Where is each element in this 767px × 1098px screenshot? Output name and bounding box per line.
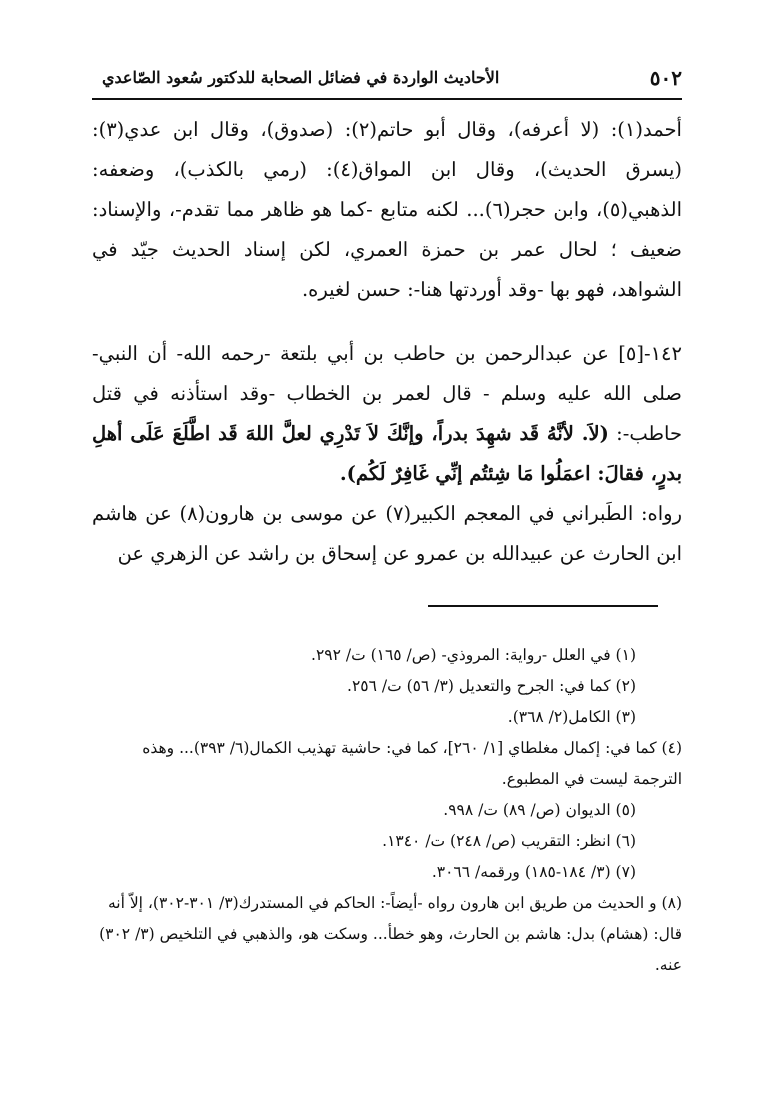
footnote-7: (٧) (٣/ ١٨٤-١٨٥) ورقمه/ ٣٠٦٦. [431,863,636,881]
footnote-4: (٤) كما في: إكمال مغلطاي [١/ ٢٦٠]، كما في: حاشية تهذيب الكمال(٦/ ٣٩٣)... وهذه الترجمة ليست في المطبوع. [142,739,682,788]
main-text [92,110,682,574]
footnote-1: (١) في العلل -رواية: المروذي- (ص/ ١٦٥) ت/ ٢٩٢. [311,646,636,664]
footnotes [92,640,682,981]
footnote-separator [428,605,658,607]
hadith-quote: (لاَ. لأنَّهُ قَد شهِدَ بدراً، وإنَّكَ لاَ تَدْرِي لعلَّ اللهَ قَد اطَّلَعَ عَلَى أهلِ بدرٍ، فقالَ: اعمَلُوا مَا شِئتُم إنِّي غَافِرٌ لَكُم). [92,422,682,485]
footnote-2: (٢) كما في: الجرح والتعديل (٣/ ٥٦) ت/ ٢٥٦. [347,677,636,695]
hadith-paragraph [92,334,682,494]
paragraph-takhrij: أحمد(١): (لا أعرفه)، وقال أبو حاتم(٢): (صدوق)، وقال ابن عدي(٣): (يسرق الحديث)، وقال ابن المواق(٤): (رمي بالكذب)، وضعفه: الذهبي(٥)، وابن حجر(٦)... لكنه متابع -كما هو ظاهر مما تقدم-، والإسناد: ضعيف ؛ لحال عمر بن حمزة العمري، لكن إسناد الحديث جيّد في الشواهد، فهو بها -وقد أوردتها هنا-: حسن لغيره. [92,118,682,301]
hadith-intro: ١٤٢-[٥] عن عبدالرحمن بن حاطب بن أبي بلتعة -رحمه الله- أن النبي- صلى الله عليه وسلم - قال لعمر بن الخطاب -وقد استأذنه في قتل حاطب-: [92,342,682,445]
footnote-8: (٨) و الحديث من طريق ابن هارون رواه -أيضاً-: الحاكم في المستدرك(٣/ ٣٠١-٣٠٢)، إلاّ أنه قال: (هشام) بدل: هاشم بن الحارث، وهو خطأ... وسكت هو، والذهبي في التلخيص (٣/ ٣٠٢) عنه. [99,894,682,974]
footnote-5: (٥) الديوان (ص/ ٨٩) ت/ ٩٩٨. [443,801,636,819]
footnote-3: (٣) الكامل(٢/ ٣٦٨). [507,708,636,726]
page-header [92,62,682,100]
riwaya-paragraph: رواه: الطَبراني في المعجم الكبير(٧) عن موسى بن هارون(٨) عن هاشم ابن الحارث عن عبيدالله بن عمرو عن إسحاق بن راشد عن الزهري عن [92,502,683,565]
running-title: الأحاديث الواردة في فضائل الصحابة للدكتور سُعود الصّاعدي [102,68,500,87]
page-number: ٥٠٢ [649,66,682,90]
footnote-6: (٦) انظر: التقريب (ص/ ٢٤٨) ت/ ١٣٤٠. [382,832,636,850]
